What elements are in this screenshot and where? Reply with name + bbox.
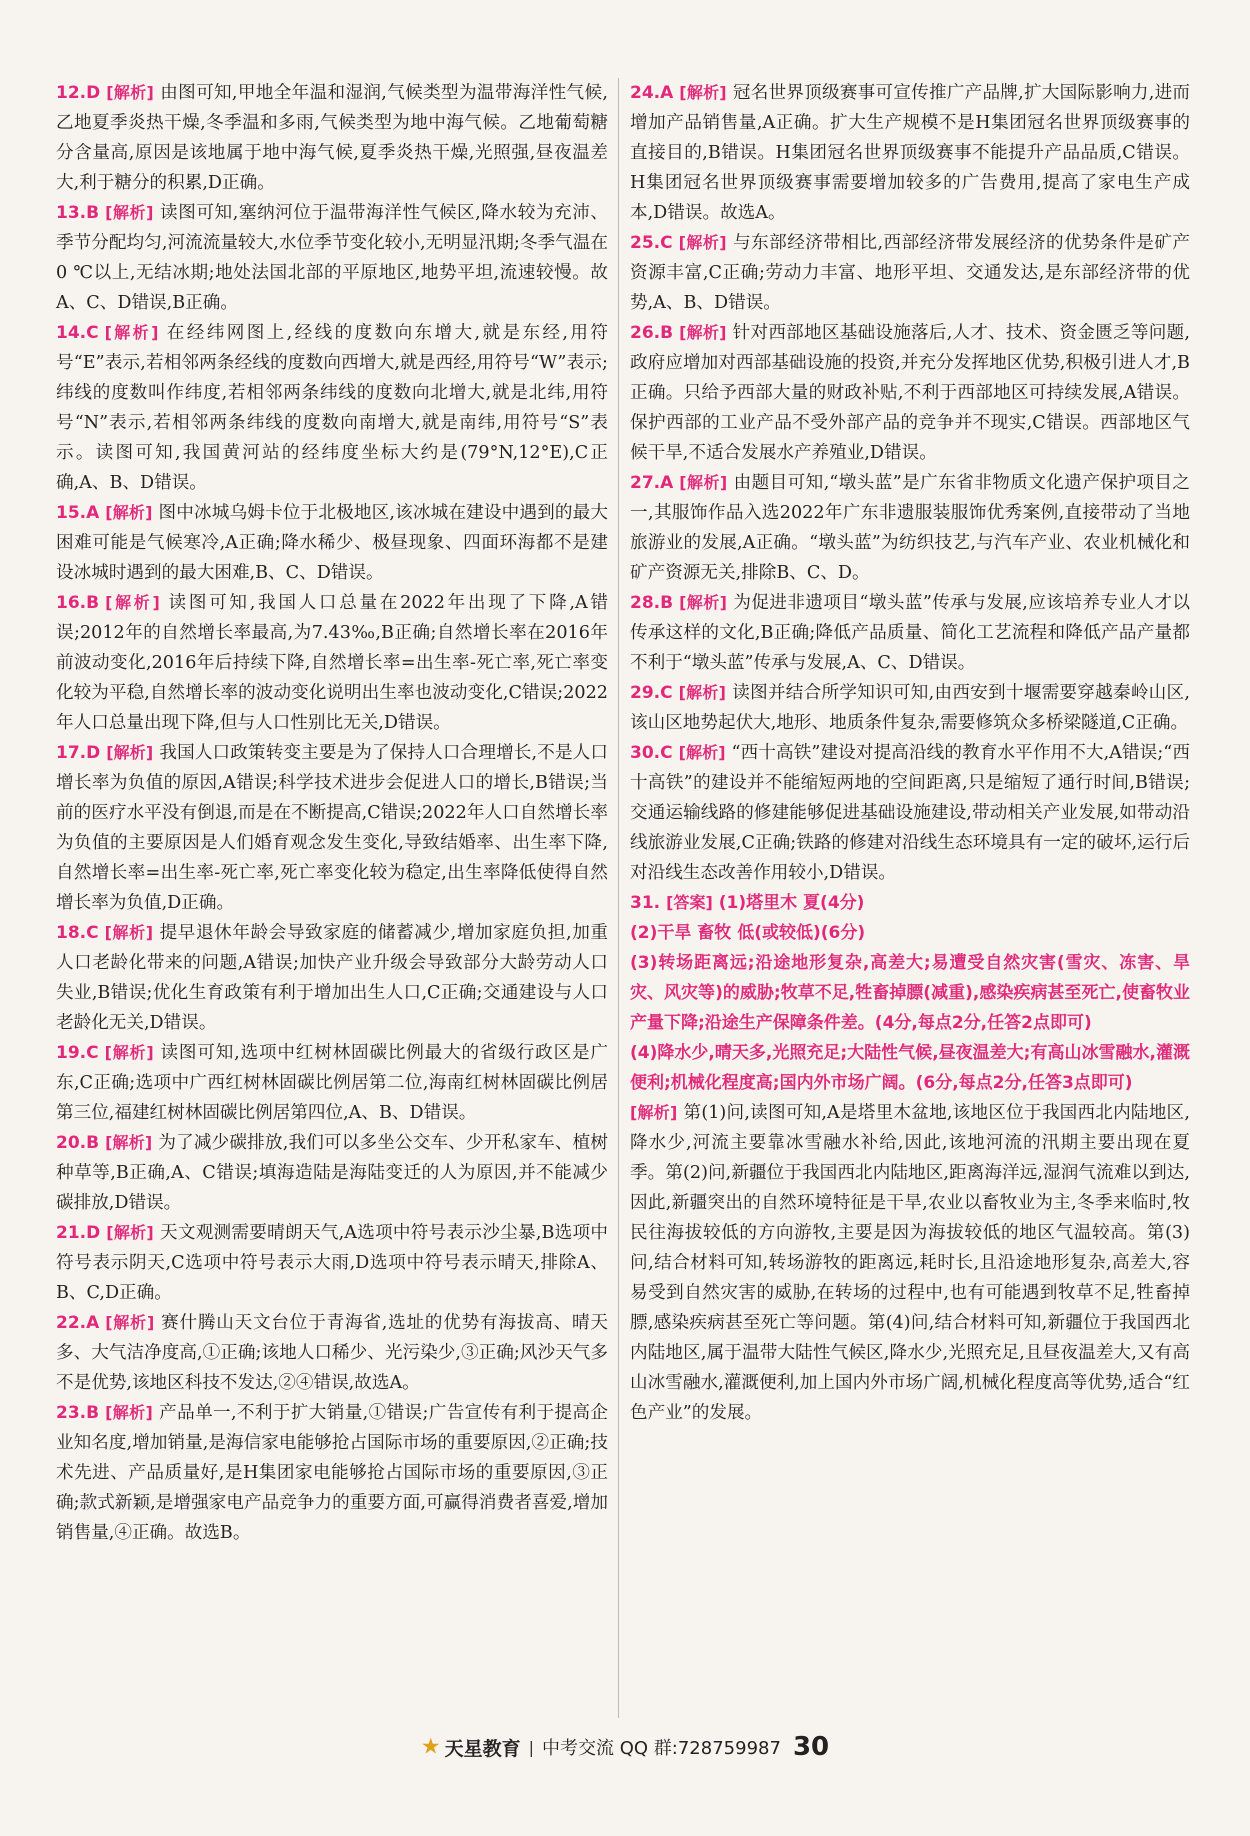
analysis-tag: [解析] — [679, 593, 727, 612]
question-number: 29.C — [630, 683, 673, 703]
analysis-tag: [解析] — [679, 323, 727, 342]
answer-item — [56, 738, 608, 918]
analysis-tag: [解析] — [678, 743, 726, 762]
analysis-text: 我国人口政策转变主要是为了保持人口合理增长,不是人口增长率为负值的原因,A错误;科学技术进步会促进人口的增长,B错误;当前的医疗水平没有倒退,而是在不断提高,C错误;2022年人口自然增长率为负值的主要原因是人们婚育观念发生变化,导致结婚率、出生率下降,自然增长率=出生率-死亡率,死亡率变化较为稳定,出生率降低使得自然增长率为负值,D正确。 — [56, 743, 608, 913]
answer-item — [630, 678, 1190, 738]
column-divider — [618, 78, 619, 1718]
answer-text: (3)转场距离远;沿途地形复杂,高差大;易遭受自然灾害(雪灾、冻害、旱灾、风灾等)的威胁;牧草不足,牲畜掉膘(减重),感染疾病甚至死亡,使畜牧业产量下降;沿途生产保障条件差。(4分,每点2分,任答2点即可) — [630, 953, 1190, 1033]
analysis-tag: [解析] — [105, 1133, 153, 1152]
answer-item — [56, 78, 608, 198]
answer-item — [56, 318, 608, 498]
answer-item — [630, 738, 1190, 888]
question-number: 17.D — [56, 743, 101, 763]
question-number: 13.B — [56, 203, 100, 223]
analysis-tag: [解析] — [104, 1043, 154, 1062]
analysis-tag: [解析] — [105, 203, 154, 222]
qq-group: 中考交流 QQ 群:728759987 — [542, 1738, 781, 1759]
question-number: 28.B — [630, 593, 674, 613]
answer-item — [630, 318, 1190, 468]
answer-text: (1)塔里木 夏(4分) — [718, 893, 865, 913]
analysis-text: 为了减少碳排放,我们可以多坐公交车、少开私家车、植树种草等,B正确,A、C错误;填海造陆是海陆变迁的人为原因,并不能减少碳排放,D错误。 — [56, 1133, 608, 1213]
answer-item — [56, 1038, 608, 1128]
analysis-tag: [解析] — [106, 1223, 154, 1242]
answer-item — [56, 1398, 608, 1548]
analysis-tag: [解析] — [678, 683, 726, 702]
analysis-tag: [解析] — [105, 1403, 153, 1422]
analysis-text: 图中冰城乌姆卡位于北极地区,该冰城在建设中遇到的最大困难可能是气候寒冷,A正确;降水稀少、极昼现象、四面环海都不是建设冰城时遇到的最大困难,B、C、D错误。 — [56, 503, 608, 583]
question-number: 19.C — [56, 1043, 99, 1063]
analysis-text: 在经纬网图上,经线的度数向东增大,就是东经,用符号“E”表示,若相邻两条经线的度数向西增大,就是西经,用符号“W”表示;纬线的度数叫作纬度,若相邻两条纬线的度数向北增大,就是北纬,用符号“N”表示,若相邻两条纬线的度数向南增大,就是南纬,用符号“S”表示。读图可知,我国黄河站的经纬度坐标大约是(79°N,12°E),C正确,A、B、D错误。 — [56, 323, 608, 493]
answer-item — [56, 588, 608, 738]
footer-separator: | — [528, 1737, 535, 1757]
answer-item — [56, 918, 608, 1038]
question-number: 18.C — [56, 923, 99, 943]
question-number: 22.A — [56, 1313, 100, 1333]
analysis-text: 冠名世界顶级赛事可宣传推广产品牌,扩大国际影响力,进而增加产品销售量,A正确。扩大生产规模不是H集团冠名世界顶级赛事的直接目的,B错误。H集团冠名世界顶级赛事不能提升产品品质,C错误。H集团冠名世界顶级赛事需要增加较多的广告费用,提高了家电生产成本,D错误。故选A。 — [630, 83, 1190, 223]
answer-item — [56, 498, 608, 588]
analysis-tag: [解析] — [105, 503, 153, 522]
star-logo-icon: ★ — [420, 1734, 441, 1760]
right-column — [630, 78, 1190, 1428]
analysis-text: 由图可知,甲地全年温和湿润,气候类型为温带海洋性气候,乙地夏季炎热干燥,冬季温和多雨,气候类型为地中海气候。乙地葡萄糖分含量高,原因是该地属于地中海气候,夏季炎热干燥,光照强,昼夜温差大,利于糖分的积累,D正确。 — [56, 83, 608, 193]
analysis-text: 读图并结合所学知识可知,由西安到十堰需要穿越秦岭山区,该山区地势起伏大,地形、地质条件复杂,需要修筑众多桥梁隧道,C正确。 — [630, 683, 1190, 733]
analysis-text: 产品单一,不利于扩大销量,①错误;广告宣传有利于提高企业知名度,增加销量,是海信家电能够抢占国际市场的重要原因,②正确;技术先进、产品质量好,是H集团家电能够抢占国际市场的重要原因,③正确;款式新颖,是增强家电产品竞争力的重要方面,可赢得消费者喜爱,增加销售量,④正确。故选B。 — [56, 1403, 608, 1543]
analysis-text: 与东部经济带相比,西部经济带发展经济的优势条件是矿产资源丰富,C正确;劳动力丰富、地形平坦、交通发达,是东部经济带的优势,A、B、D错误。 — [630, 233, 1190, 313]
question-number: 15.A — [56, 503, 100, 523]
analysis-text: 提早退休年龄会导致家庭的储蓄减少,增加家庭负担,加重人口老龄化带来的问题,A错误;加快产业升级会导致部分大龄劳动人口失业,B错误;优化生育政策有利于增加出生人口,C正确;交通建设与人口老龄化无关,D错误。 — [56, 923, 608, 1033]
analysis-text: 读图可知,我国人口总量在2022年出现了下降,A错误;2012年的自然增长率最高,为7.43‰,B正确;自然增长率在2016年前波动变化,2016年后持续下降,自然增长率=出生率-死亡率,死亡率变化较为平稳,自然增长率的波动变化说明出生率也波动变化,C错误;2022年人口总量出现下降,但与人口性别比无关,D错误。 — [56, 593, 608, 733]
analysis-tag: [解析] — [106, 83, 154, 102]
analysis-tag: [解析] — [106, 743, 154, 762]
brand-name: 天星教育 — [444, 1737, 521, 1760]
answer-tag: [答案] — [666, 893, 713, 912]
question-number: 12.D — [56, 83, 101, 103]
question-number: 30.C — [630, 743, 673, 763]
answer-text: (4)降水少,晴天多,光照充足;大陆性气候,昼夜温差大;有高山冰雪融水,灌溉便利;机械化程度高;国内外市场广阔。(6分,每点2分,任答3点即可) — [630, 1043, 1190, 1093]
question-number: 26.B — [630, 323, 674, 343]
analysis-tag: [解析] — [105, 1313, 155, 1332]
analysis-text: 由题目可知,“墩头蓝”是广东省非物质文化遗产保护项目之一,其服饰作品入选2022年广东非遗服装服饰优秀案例,直接带动了当地旅游业的发展,A正确。“墩头蓝”为纺织技艺,与汽车产业、农业机械化和矿产资源无关,排除B、C、D。 — [630, 473, 1190, 583]
question-number: 31. — [630, 893, 661, 913]
answer-item — [630, 588, 1190, 678]
question-number: 14.C — [56, 323, 99, 343]
analysis-tag: [解析] — [104, 323, 159, 342]
page-number: 30 — [792, 1732, 830, 1762]
question-number: 21.D — [56, 1223, 101, 1243]
analysis-tag: [解析] — [679, 473, 728, 492]
question-number: 23.B — [56, 1403, 100, 1423]
question-number: 25.C — [630, 233, 673, 253]
answer-item — [56, 1308, 608, 1398]
answer-text: (2)干旱 畜牧 低(或较低)(6分) — [630, 923, 866, 943]
analysis-text: “西十高铁”建设对提高沿线的教育水平作用不大,A错误;“西十高铁”的建设并不能缩短两地的空间距离,只是缩短了通行时间,B错误;交通运输线路的修建能够促进基础设施建设,带动相关产业发展,如带动沿线旅游业发展,C正确;铁路的修建对沿线生态环境具有一定的破坏,运行后对沿线生态改善作用较小,D错误。 — [630, 743, 1190, 883]
analysis-tag: [解析] — [105, 593, 160, 612]
analysis-text: 天文观测需要晴朗天气,A选项中符号表示沙尘暴,B选项中符号表示阴天,C选项中符号表示大雨,D选项中符号表示晴天,排除A、B、C,D正确。 — [56, 1223, 608, 1303]
left-column — [56, 78, 608, 1548]
page-footer — [0, 1732, 1250, 1762]
analysis-text: 读图可知,塞纳河位于温带海洋性气候区,降水较为充沛、季节分配均匀,河流流量较大,水位季节变化较小,无明显汛期;冬季气温在0 ℃以上,无结冰期;地处法国北部的平原地区,地势平坦,流速较慢。故A、C、D错误,B正确。 — [56, 203, 608, 313]
answer-item-31 — [630, 888, 1190, 918]
analysis-text: 读图可知,选项中红树林固碳比例最大的省级行政区是广东,C正确;选项中广西红树林固碳比例居第二位,海南红树林固碳比例居第三位,福建红树林固碳比例居第四位,A、B、D错误。 — [56, 1043, 608, 1123]
question-number: 16.B — [56, 593, 100, 613]
analysis-text: 赛什腾山天文台位于青海省,选址的优势有海拔高、晴天多、大气洁净度高,①正确;该地人口稀少、光污染少,③正确;风沙天气多不是优势,该地区科技不发达,②④错误,故选A。 — [56, 1313, 608, 1393]
answer-item — [630, 78, 1190, 228]
analysis-text: 第(1)问,读图可知,A是塔里木盆地,该地区位于我国西北内陆地区,降水少,河流主要靠冰雪融水补给,因此,该地河流的汛期主要出现在夏季。第(2)问,新疆位于我国西北内陆地区,距离海洋远,湿润气流难以到达,因此,新疆突出的自然环境特征是干旱,农业以畜牧业为主,冬季来临时,牧民往海拔较低的方向游牧,主要是因为海拔较低的地区气温较高。第(3)问,结合材料可知,转场游牧的距离远,耗时长,且沿途地形复杂,高差大,容易受到自然灾害的威胁,在转场的过程中,也有可能遇到牧草不足,牲畜掉膘,感染疾病甚至死亡等问题。第(4)问,结合材料可知,新疆位于我国西北内陆地区,属于温带大陆性气候区,降水少,光照充足,且昼夜温差大,又有高山冰雪融水,灌溉便利,加上国内外市场广阔,机械化程度高等优势,适合“红色产业”的发展。 — [630, 1103, 1190, 1423]
answer-item — [630, 468, 1190, 588]
analysis-tag: [解析] — [678, 233, 727, 252]
answer-item — [630, 228, 1190, 318]
question-number: 27.A — [630, 473, 674, 493]
analysis-text: 为促进非遗项目“墩头蓝”传承与发展,应该培养专业人才以传承这样的文化,B正确;降低产品质量、简化工艺流程和降低产品产量都不利于“墩头蓝”传承与发展,A、C、D错误。 — [630, 593, 1190, 673]
answer-item — [56, 198, 608, 318]
answer-item — [630, 1098, 1190, 1428]
analysis-text: 针对西部地区基础设施落后,人才、技术、资金匮乏等问题,政府应增加对西部基础设施的投资,并充分发挥地区优势,积极引进人才,B正确。只给予西部大量的财政补贴,不利于西部地区可持续发展,A错误。保护西部的工业产品不受外部产品的竞争并不现实,C错误。西部地区气候干旱,不适合发展水产养殖业,D错误。 — [630, 323, 1190, 463]
answer-item — [56, 1218, 608, 1308]
analysis-tag: [解析] — [104, 923, 154, 942]
analysis-tag: [解析] — [630, 1103, 678, 1122]
question-number: 24.A — [630, 83, 674, 103]
question-number: 20.B — [56, 1133, 100, 1153]
answer-item — [56, 1128, 608, 1218]
analysis-tag: [解析] — [679, 83, 727, 102]
